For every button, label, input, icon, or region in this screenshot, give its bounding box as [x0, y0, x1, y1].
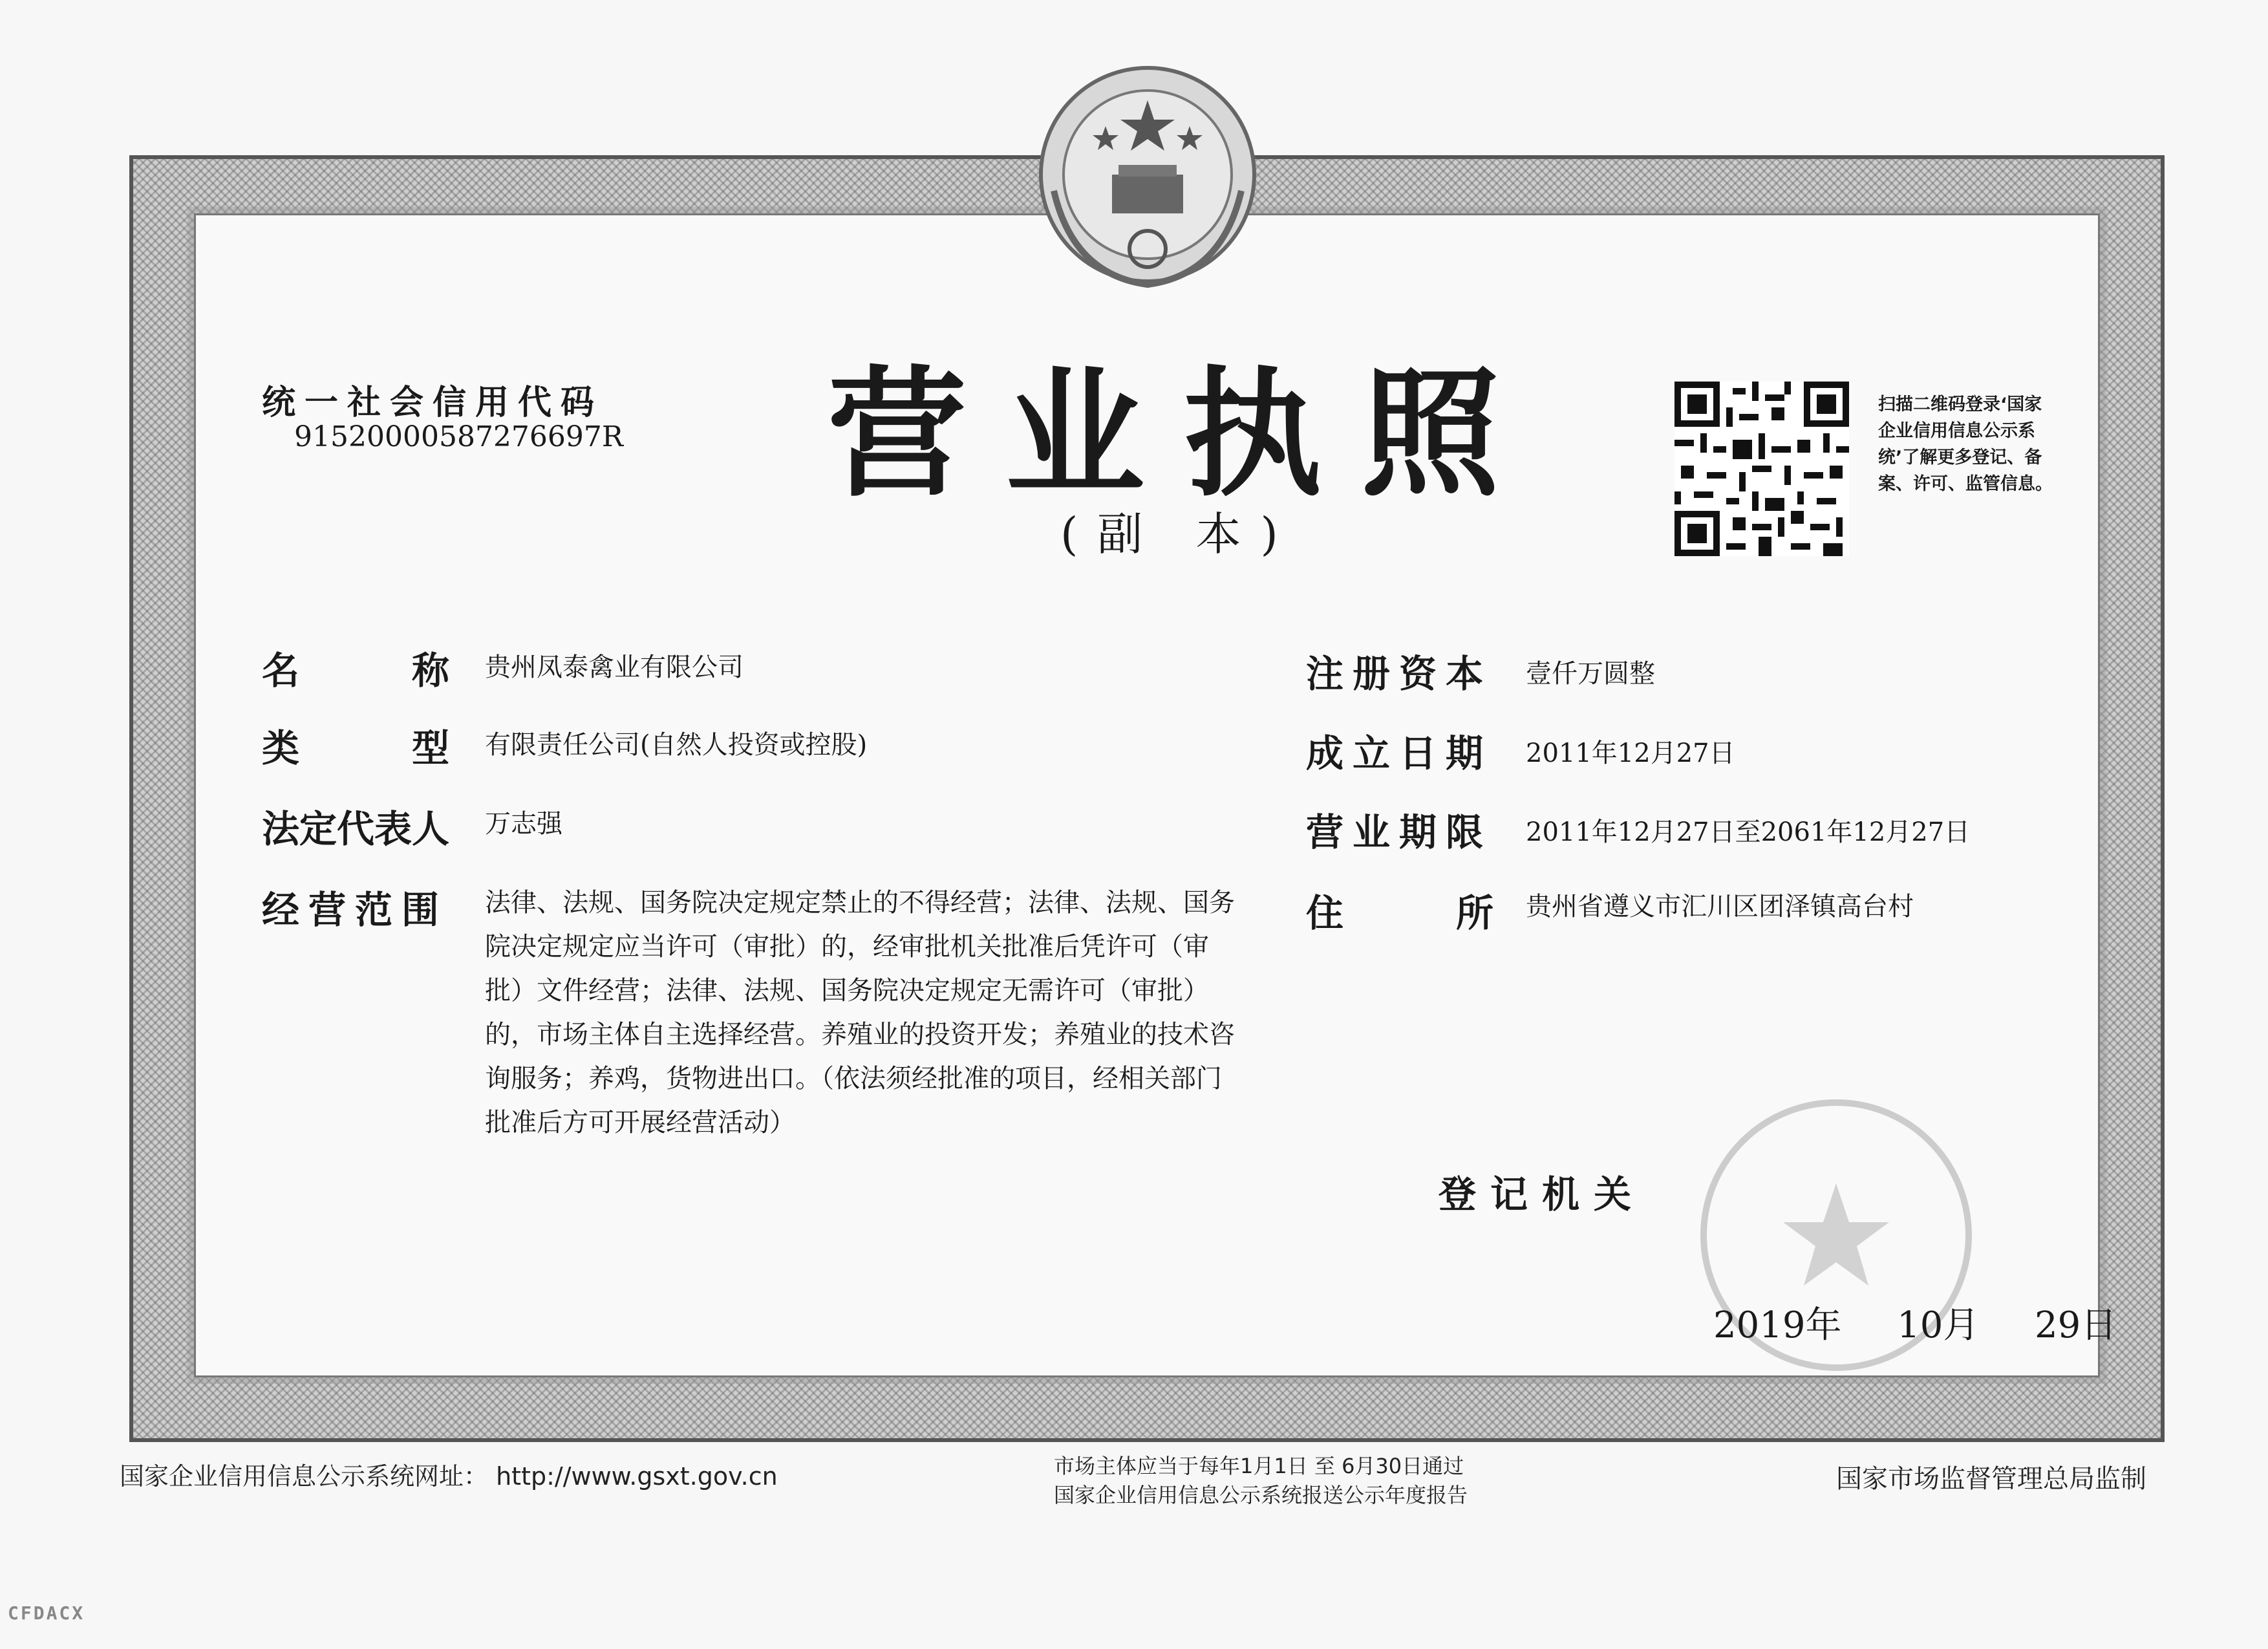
address-value: 贵州省遵义市汇川区团泽镇高台村	[1526, 892, 1914, 921]
address-label-b: 所	[1455, 891, 1493, 935]
name-value: 贵州凤泰禽业有限公司	[485, 652, 744, 682]
type-label	[262, 718, 449, 772]
footer-issuer: 国家市场监督管理总局监制	[1836, 1464, 2146, 1494]
name-label-a: 名	[262, 649, 300, 693]
rep-value: 万志强	[485, 809, 562, 839]
qr-code-icon[interactable]	[1674, 382, 1849, 556]
footer-notice	[1054, 1452, 1468, 1510]
name-label-b: 称	[411, 649, 449, 693]
term-value: 2011年12月27日至2061年12月27日	[1526, 817, 1971, 847]
scope-label: 经营范围	[262, 888, 449, 932]
page-subtitle: (副 本)	[1060, 508, 1298, 561]
issue-date	[1713, 1297, 2117, 1348]
established-value: 2011年12月27日	[1526, 738, 1735, 768]
issue-year: 2019年	[1713, 1304, 1842, 1346]
rep-label: 法定代表人	[262, 807, 450, 851]
type-value: 有限责任公司(自然人投资或控股)	[485, 730, 868, 760]
footer-website: 国家企业信用信息公示系统网址： http://www.gsxt.gov.cn	[120, 1462, 778, 1491]
scope-value: 法律、法规、国务院决定规定禁止的不得经营；法律、法规、国务院决定规定应当许可（审批）的，经审批机关批准后凭许可（审批）文件经营；法律、法规、国务院决定规定无需许可（审批）的，市场主体自主选择经营。养殖业的投资开发；养殖业的技术咨询服务；养鸡，货物进出口。（依法须经批准的项目，经相关部门批准后方可开展经营活动）	[485, 888, 1235, 1137]
qr-code-note: 扫描二维码登录‘国家企业信用信息公示系统’了解更多登记、备案、许可、监管信息。	[1878, 394, 2053, 494]
registration-authority: 登记机关	[1439, 1172, 1646, 1216]
page-title: 营业执照	[828, 353, 1539, 515]
type-label-b: 型	[411, 726, 449, 770]
capital-value: 壹仟万圆整	[1526, 659, 1655, 689]
footer-notice-line1: 市场主体应当于每年1月1日 至 6月30日通过	[1054, 1454, 1464, 1478]
footer-notice-line2: 国家企业信用信息公示系统报送公示年度报告	[1054, 1483, 1468, 1507]
issue-day: 29日	[2035, 1304, 2117, 1346]
type-label-a: 类	[262, 726, 300, 770]
national-emblem-icon	[1034, 61, 1261, 301]
credit-code-label: 统一社会信用代码	[262, 383, 604, 422]
address-label	[1306, 883, 1493, 937]
watermark: CFDACX	[8, 1602, 85, 1624]
address-label-a: 住	[1306, 891, 1344, 935]
name-label	[262, 640, 449, 695]
credit-code-value: 91520000587276697R	[294, 420, 624, 453]
term-label: 营业期限	[1306, 810, 1493, 854]
issue-month: 10月	[1897, 1304, 1980, 1346]
capital-label: 注册资本	[1306, 652, 1493, 696]
established-label: 成立日期	[1306, 731, 1493, 775]
